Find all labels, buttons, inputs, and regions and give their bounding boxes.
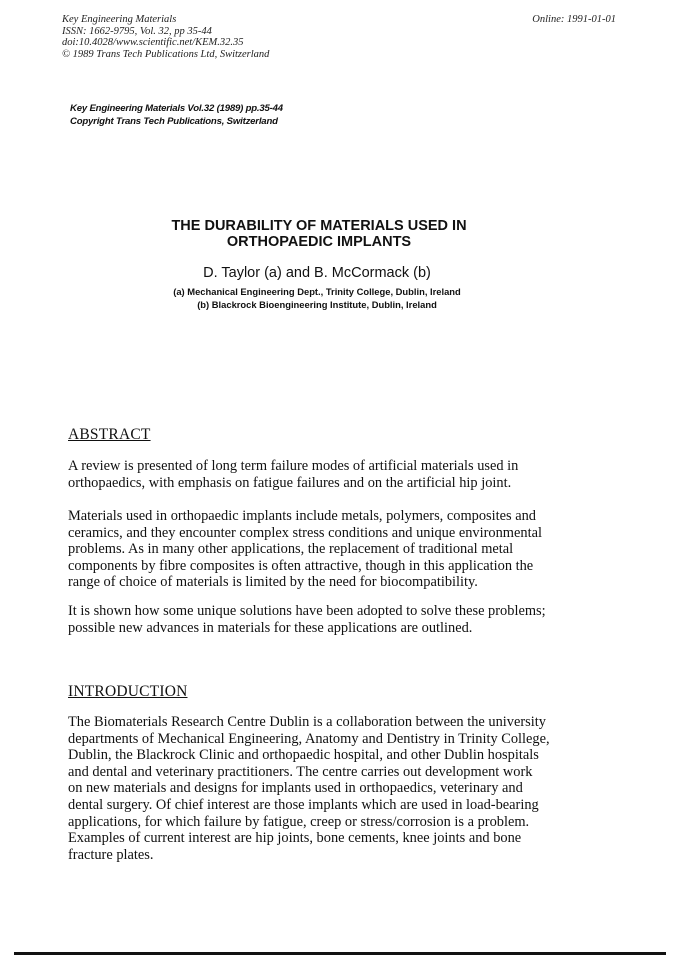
text-line: orthopaedics, with emphasis on fatigue failures and on the artificial hip joint. xyxy=(68,474,512,491)
introduction-paragraph xyxy=(68,714,628,863)
abstract-heading: ABSTRACT xyxy=(68,426,151,443)
text-line: possible new advances in materials for these applications are outlined. xyxy=(68,619,473,636)
text-line: Dublin, the Blackrock Clinic and orthopaedic hospital, and other Dublin hospitals xyxy=(68,747,539,764)
page-bottom-rule xyxy=(14,952,666,955)
text-line: dental surgery. Of chief interest are those implants which are used in load-bearing xyxy=(68,796,539,813)
metadata-line: doi:10.4028/www.scientific.net/KEM.32.35 xyxy=(62,37,244,49)
introduction-heading: INTRODUCTION xyxy=(68,683,188,700)
abstract-paragraph xyxy=(68,458,628,491)
text-line: It is shown how some unique solutions have been adopted to solve these problems; xyxy=(68,603,546,619)
text-line: Examples of current interest are hip joints, bone cements, knee joints and bone xyxy=(68,830,522,847)
affiliation-line: (b) Blackrock Bioengineering Institute, Dublin, Ireland xyxy=(197,298,437,310)
metadata-line: Key Engineering Materials xyxy=(62,14,177,25)
abstract-paragraph xyxy=(68,508,628,591)
abstract-paragraph xyxy=(68,603,628,636)
paper-title xyxy=(0,218,658,250)
affiliations xyxy=(0,286,656,311)
text-line: components by fibre composites is often attractive, though in this application the xyxy=(68,557,534,574)
text-line: and dental and veterinary practitioners. The centre carries out development work xyxy=(68,763,533,780)
copyright-line: Copyright Trans Tech Publications, Switzerland xyxy=(70,116,278,127)
text-line: range of choice of materials is limited by the need for biocompatibility. xyxy=(68,574,478,591)
affiliation-line: (a) Mechanical Engineering Dept., Trinity College, Dublin, Ireland xyxy=(173,286,461,297)
text-line: The Biomaterials Research Centre Dublin is a collaboration between the university xyxy=(68,714,546,730)
metadata-line: ISSN: 1662-9795, Vol. 32, pp 35-44 xyxy=(62,25,212,37)
text-line: departments of Mechanical Engineering, Anatomy and Dentistry in Trinity College, xyxy=(68,730,550,747)
text-line: problems. As in many other applications, the replacement of traditional metal xyxy=(68,541,514,558)
metadata-line: © 1989 Trans Tech Publications Ltd, Switzerland xyxy=(62,48,270,60)
text-line: applications, for which failure by fatigue, creep or stress/corrosion is a problem. xyxy=(68,813,530,830)
authors: D. Taylor (a) and B. McCormack (b) xyxy=(203,265,431,281)
publication-metadata xyxy=(62,14,269,60)
online-date: Online: 1991-01-01 xyxy=(532,14,616,25)
text-line: Materials used in orthopaedic implants include metals, polymers, composites and xyxy=(68,508,536,524)
paper-title-line: ORTHOPAEDIC IMPLANTS xyxy=(226,234,412,250)
journal-reference xyxy=(70,102,283,128)
text-line: fracture plates. xyxy=(68,846,154,863)
text-line: A review is presented of long term failure modes of artificial materials used in xyxy=(68,458,519,474)
text-line: on new materials and designs for implants used in orthopaedics, veterinary and xyxy=(68,780,523,797)
paper-title-line: THE DURABILITY OF MATERIALS USED IN xyxy=(171,218,467,234)
text-line: ceramics, and they encounter complex stress conditions and unique environmental xyxy=(68,524,542,541)
journal-reference-line: Key Engineering Materials Vol.32 (1989) pp.35-44 xyxy=(70,103,283,114)
